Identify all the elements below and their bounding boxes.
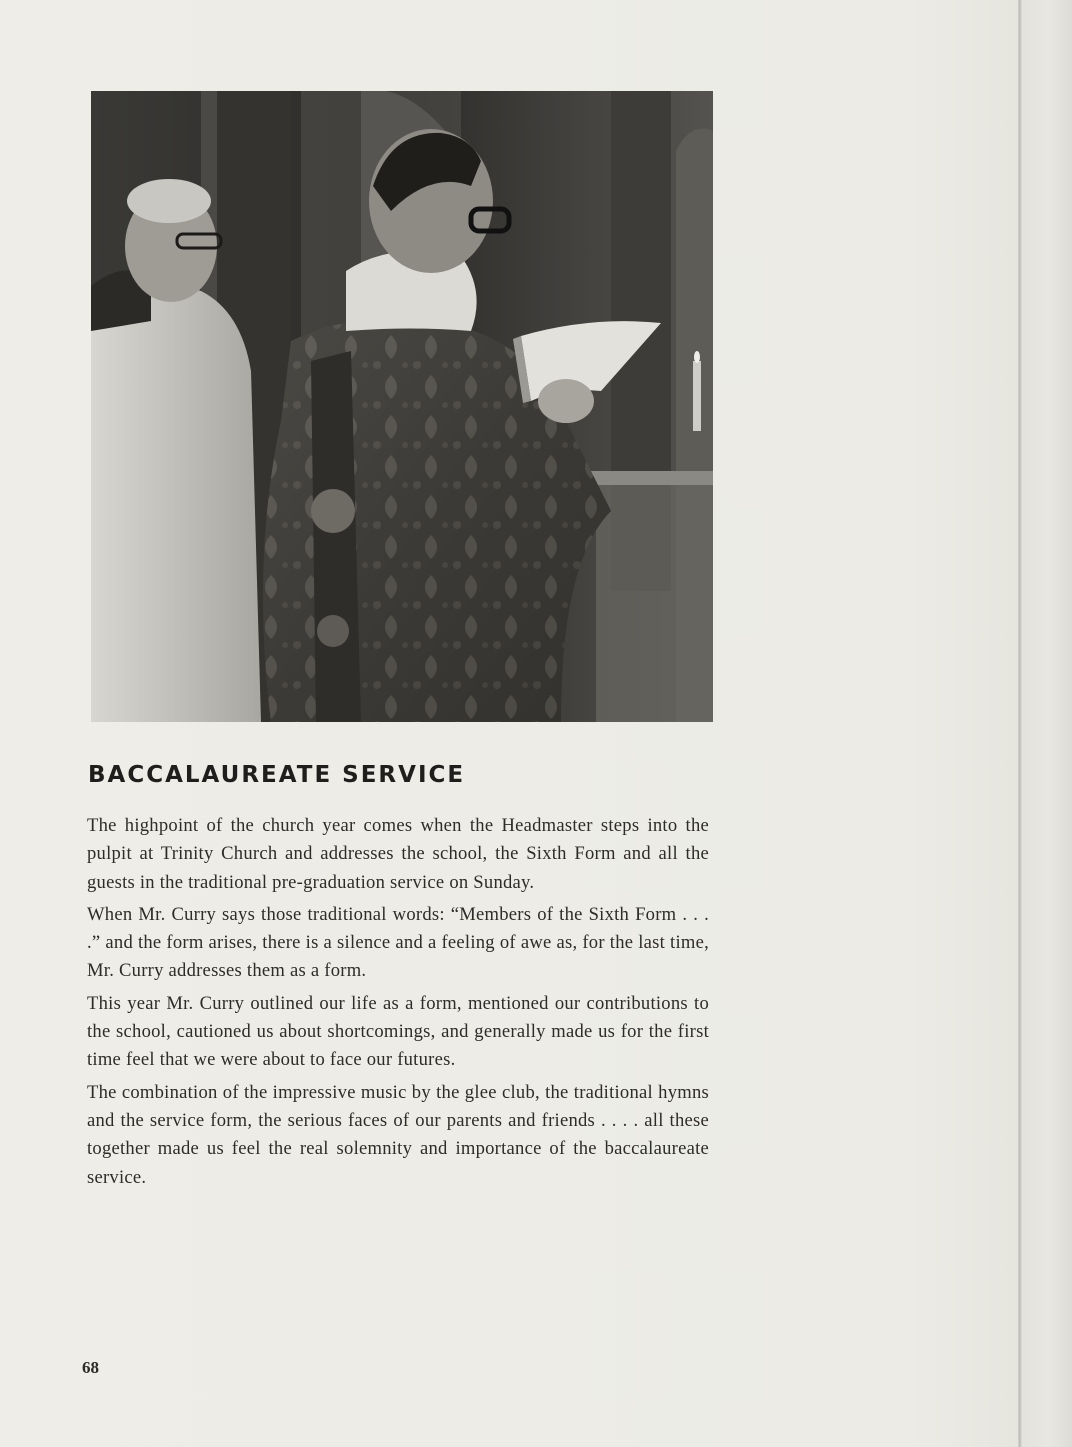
article-body — [87, 812, 709, 1196]
section-heading: BACCALAUREATE SERVICE — [88, 762, 466, 788]
photo-clergy-reading — [91, 91, 713, 722]
paragraph: The highpoint of the church year comes when the Headmaster steps into the pulpit at Trinity Church and addresses the school, the Sixth Form and all the guests in the traditional pre-graduation service on Sunday. — [87, 815, 709, 893]
paragraph: When Mr. Curry says those traditional words: “Members of the Sixth Form . . . .” and the form arises, there is a silence and a feeling of awe as, for the last time, Mr. Curry addresses them as a form. — [87, 903, 709, 982]
paragraph: The combination of the impressive music by the glee club, the traditional hymns and the service form, the serious faces of our parents and friends . . . . all these together made us feel the real solemnity and importance of the baccalaureate service. — [87, 1081, 709, 1188]
page-edge — [1018, 0, 1072, 1447]
page-number: 68 — [82, 1358, 99, 1377]
photo-clergy-reading-icon — [91, 91, 713, 722]
paragraph: This year Mr. Curry outlined our life as a form, mentioned our contributions to the school, cautioned us about shortcomings, and generally made us for the first time feel that we were about to face our futures. — [87, 992, 709, 1071]
